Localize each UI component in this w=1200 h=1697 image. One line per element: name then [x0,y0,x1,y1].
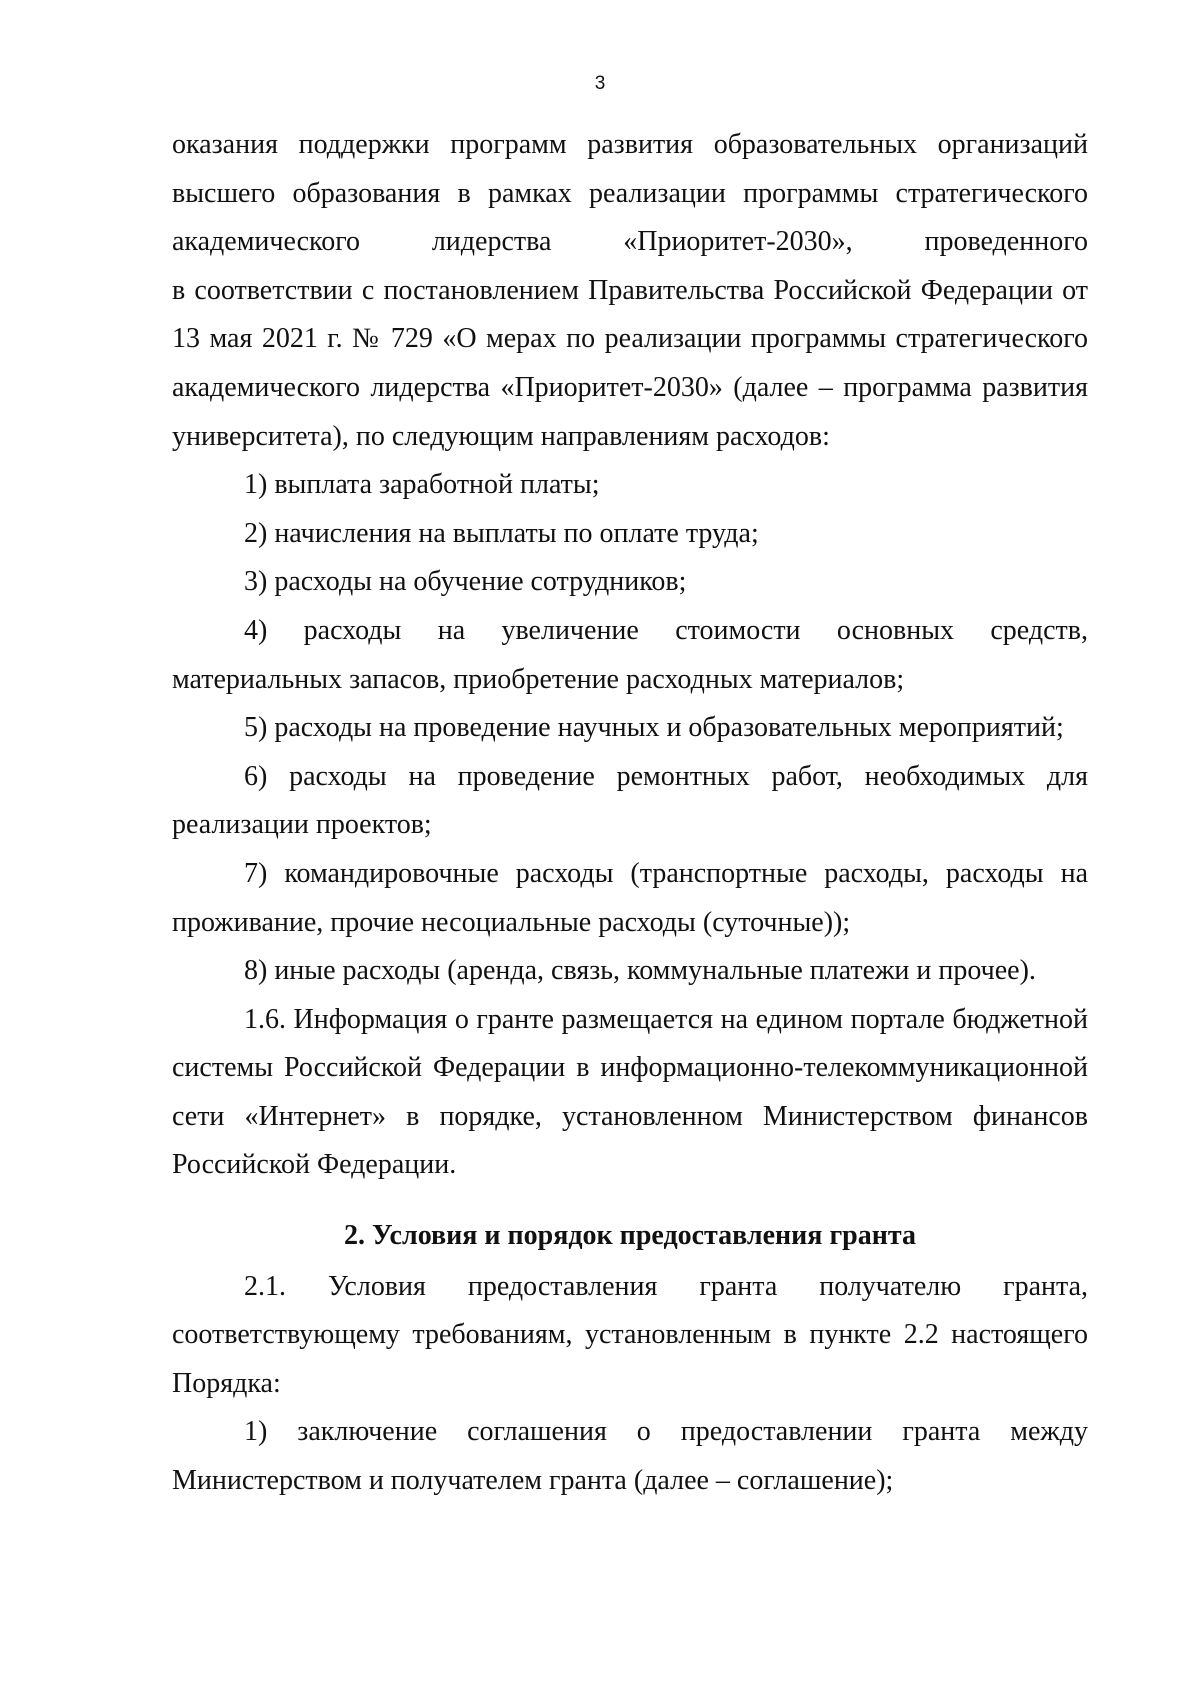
expense-item-2: 2) начисления на выплаты по оплате труда; [244,517,759,549]
page-number: 3 [594,73,606,94]
expense-item-3: 3) расходы на обучение сотрудников; [244,566,687,598]
intro-line-2: высшего образования в рамках реализации программы стратегического [172,177,1088,209]
intro-line-3: академического лидерства «Приоритет-2030», проведенного [172,226,1088,258]
clause-2-1: 2.1. Условия предоставления гранта получателю гранта, соответствующему требованиям, установленным в пункте 2.2 настоящего Порядка: [172,1270,1088,1399]
intro-line-1: оказания поддержки программ развития образовательных организаций [172,129,1088,160]
section-2-heading: 2. Условия и порядок предоставления гранта [344,1220,916,1252]
expense-item-4: 4) расходы на увеличение стоимости основных средств, материальных запасов, приобретение расходных материалов; [172,614,1088,695]
condition-item-1: 1) заключение соглашения о предоставлении гранта между Министерством и получателем гранта (далее – соглашение); [172,1416,1088,1497]
expense-item-7: 7) командировочные расходы (транспортные расходы, расходы на проживание, прочие несоциальные расходы (суточные)); [172,857,1088,938]
document-body [172,121,1088,1506]
intro-paragraph-continuation: в соответствии с постановлением Правительства Российской Федерации от 13 мая 2021 г. № 729 «О мерах по реализации программы стратегического академического лидерства «Приоритет-2030» (далее – программа развития университета), по следующим направлениям расходов: [172,274,1088,452]
expense-item-1: 1) выплата заработной платы; [244,469,600,501]
expense-item-5: 5) расходы на проведение научных и образовательных мероприятий; [244,712,1064,744]
expense-item-6: 6) расходы на проведение ремонтных работ, необходимых для реализации проектов; [172,760,1088,841]
clause-1-6: 1.6. Информация о гранте размещается на едином портале бюджетной системы Российской Федерации в информационно-телекоммуникационной сети «Интернет» в порядке, установленном Министерством финансов Российской Федерации. [172,1003,1088,1181]
expense-item-8: 8) иные расходы (аренда, связь, коммунальные платежи и прочее). [244,955,1036,987]
